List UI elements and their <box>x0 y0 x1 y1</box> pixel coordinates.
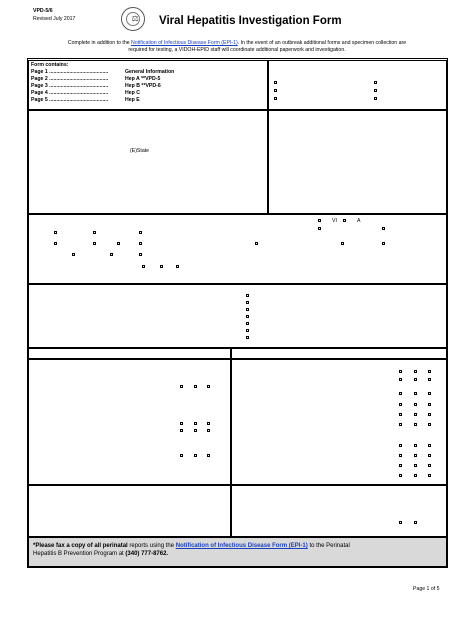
intro-line-2: required for testing, a VIDOH-EPID staff will coordinate additional paperwork and investigation. <box>128 47 346 53</box>
checkbox[interactable] <box>139 231 142 234</box>
fax-phone: (340) 777-8762. <box>125 551 169 557</box>
checkbox[interactable] <box>180 385 183 388</box>
checkbox[interactable] <box>399 423 402 426</box>
right-section-header <box>231 348 447 359</box>
checkbox[interactable] <box>318 219 321 222</box>
checkbox[interactable] <box>54 231 57 234</box>
checkbox[interactable] <box>399 403 402 406</box>
checkbox[interactable] <box>139 253 142 256</box>
followup-panel <box>231 485 447 537</box>
intro-prefix: Complete in addition to the <box>67 40 132 46</box>
checkbox[interactable] <box>414 413 417 416</box>
checkbox[interactable] <box>274 81 277 84</box>
checkbox[interactable] <box>414 464 417 467</box>
fax-note-line-2 <box>33 551 443 558</box>
checkbox[interactable] <box>414 444 417 447</box>
contents-page-label: Page 1 ......................................... <box>31 69 109 75</box>
checkbox[interactable] <box>246 301 249 304</box>
checkbox[interactable] <box>399 474 402 477</box>
checkbox[interactable] <box>428 423 431 426</box>
checkbox[interactable] <box>428 378 431 381</box>
checkbox[interactable] <box>207 429 210 432</box>
checkbox[interactable] <box>428 444 431 447</box>
fax-note-text: to the Perinatal <box>307 543 350 549</box>
fax-note-text: Hepatitis B Prevention Program at <box>33 551 126 557</box>
checkbox[interactable] <box>110 253 113 256</box>
vi-label: VI <box>332 218 337 224</box>
checkbox[interactable] <box>117 242 120 245</box>
checkbox[interactable] <box>194 454 197 457</box>
contents-page-desc: Hep A **VPD-5 <box>125 76 161 82</box>
checkbox[interactable] <box>54 242 57 245</box>
checkbox[interactable] <box>428 454 431 457</box>
contents-page-label: Page 5 ......................................... <box>31 97 109 103</box>
fax-note-line-1 <box>33 543 443 550</box>
checkbox[interactable] <box>93 231 96 234</box>
contents-page-desc: Hep B **VPD-6 <box>125 83 161 89</box>
revision-date: Revised July 2017 <box>33 16 76 22</box>
form-code: VPD-5/6 <box>33 8 53 14</box>
intro-suffix: . In the event of an outbreak additional forms and specimen collection are <box>237 40 407 46</box>
checkbox[interactable] <box>318 227 321 230</box>
checkbox[interactable] <box>246 322 249 325</box>
checkbox[interactable] <box>374 97 377 100</box>
checkbox[interactable] <box>246 308 249 311</box>
contents-page-desc: Hep C <box>125 90 140 96</box>
patient-panel <box>28 110 268 214</box>
clinical-panel <box>28 359 231 485</box>
checkbox[interactable] <box>207 385 210 388</box>
checkbox[interactable] <box>414 392 417 395</box>
state-label: (E)State <box>130 148 150 154</box>
checkbox[interactable] <box>428 464 431 467</box>
contents-page-desc: Hep E <box>125 97 140 103</box>
checkbox[interactable] <box>374 89 377 92</box>
contents-heading: Form contains: <box>31 62 69 68</box>
checkbox[interactable] <box>399 521 402 524</box>
checkbox[interactable] <box>428 370 431 373</box>
fax-epi1-link[interactable]: Notification of Infectious Disease Form (EPI-1) <box>175 543 308 549</box>
checkbox[interactable] <box>399 444 402 447</box>
checkbox[interactable] <box>399 370 402 373</box>
case-status-panel <box>28 284 447 348</box>
checkbox[interactable] <box>399 464 402 467</box>
checkbox[interactable] <box>180 422 183 425</box>
checkbox[interactable] <box>414 403 417 406</box>
checkbox[interactable] <box>399 392 402 395</box>
checkbox[interactable] <box>414 474 417 477</box>
checkbox[interactable] <box>180 429 183 432</box>
checkbox[interactable] <box>176 265 179 268</box>
demographics-panel <box>28 214 447 284</box>
checkbox[interactable] <box>207 454 210 457</box>
checkbox[interactable] <box>274 89 277 92</box>
checkbox[interactable] <box>374 81 377 84</box>
form-title: Viral Hepatitis Investigation Form <box>159 15 342 27</box>
checkbox[interactable] <box>246 315 249 318</box>
checkbox[interactable] <box>93 242 96 245</box>
fax-note-bold: *Please fax a copy of all perinatal <box>33 543 128 549</box>
state-seal-icon: ⚖ <box>121 7 145 31</box>
checkbox[interactable] <box>274 97 277 100</box>
intro-line-1 <box>32 40 442 46</box>
checkbox[interactable] <box>142 265 145 268</box>
left-section-header <box>28 348 231 359</box>
checkbox[interactable] <box>382 242 385 245</box>
checkbox[interactable] <box>194 429 197 432</box>
contents-page-label: Page 2 ......................................... <box>31 76 109 82</box>
checkbox[interactable] <box>194 385 197 388</box>
a-label: A <box>357 218 361 224</box>
checkbox[interactable] <box>139 242 142 245</box>
checkbox[interactable] <box>399 454 402 457</box>
checkbox[interactable] <box>246 294 249 297</box>
checkbox[interactable] <box>382 227 385 230</box>
checkbox[interactable] <box>414 423 417 426</box>
checkbox[interactable] <box>414 378 417 381</box>
checkbox[interactable] <box>160 265 163 268</box>
checkbox[interactable] <box>414 521 417 524</box>
page-number: Page 1 of 5 <box>413 586 440 592</box>
checkbox[interactable] <box>414 370 417 373</box>
checkbox[interactable] <box>246 336 249 339</box>
reporter-panel <box>268 110 447 214</box>
checkbox[interactable] <box>399 413 402 416</box>
epi1-link[interactable]: Notification of Infectious Disease Form (EPI-1) <box>131 40 238 46</box>
contents-page-label: Page 3 ......................................... <box>31 83 109 89</box>
checkbox[interactable] <box>180 454 183 457</box>
checkbox[interactable] <box>428 413 431 416</box>
contents-page-desc: General Information <box>125 69 175 75</box>
checkbox[interactable] <box>194 422 197 425</box>
checkbox[interactable] <box>255 242 258 245</box>
fax-note-text: reports using the <box>127 543 176 549</box>
notes-panel <box>28 485 231 537</box>
checkbox[interactable] <box>428 403 431 406</box>
checkbox[interactable] <box>399 378 402 381</box>
checkbox[interactable] <box>414 454 417 457</box>
checkbox[interactable] <box>428 392 431 395</box>
contents-page-label: Page 4 ......................................... <box>31 90 109 96</box>
checkbox[interactable] <box>246 329 249 332</box>
checkbox[interactable] <box>72 253 75 256</box>
checkbox[interactable] <box>207 422 210 425</box>
checkbox[interactable] <box>341 242 344 245</box>
contents-checkbox-panel <box>268 60 447 110</box>
checkbox[interactable] <box>428 474 431 477</box>
checkbox[interactable] <box>343 219 346 222</box>
